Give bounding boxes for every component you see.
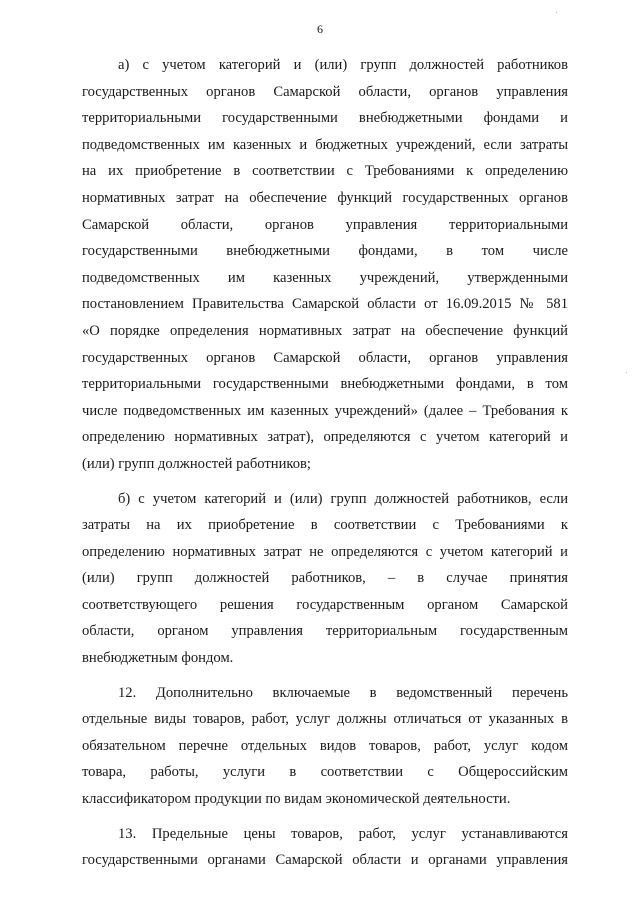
text-line: отдельные виды товаров, работ, услуг должны отличаться от указанных в [82,711,568,728]
paragraph-a [82,52,568,478]
text-line: а) с учетом категорий и (или) групп должностей работников [118,57,568,73]
text-line: товара, работы, услуги в соответствии с Общероссийским [82,764,568,781]
text-line: б) с учетом категорий и (или) групп должностей работников, если [118,490,568,507]
text-line: подведомственных им казенных и бюджетных учреждений, если затраты [82,136,568,153]
scan-speck [626,372,627,373]
scan-speck [556,12,557,13]
text-line: на их приобретение в соответствии с Требованиями к определению [82,163,568,180]
text-line: 12. Дополнительно включаемые в ведомственный перечень [118,684,568,701]
text-line: нормативных затрат на обеспечение функций государственных органов [82,189,568,206]
page-number: 6 [317,22,323,36]
text-line: государственными внебюджетными фондами, в том числе [82,243,568,260]
paragraph-13 [82,821,568,874]
text-line: государственных органов Самарской области, органов управления [82,349,568,366]
paragraph-b [82,486,568,672]
text-line: соответствующего решения государственным органом Самарской [82,596,568,613]
text-line: постановлением Правительства Самарской области от 16.09.2015 № 581 [82,296,568,313]
text-line: классификатором продукции по видам экономической деятельности. [82,791,511,808]
text-line: определению нормативных затрат не определяются с учетом категорий и [82,543,568,560]
text-line: «О порядке определения нормативных затрат на обеспечение функций [82,322,568,339]
text-line: (или) групп должностей работников, – в случае принятия [82,570,568,587]
text-line: обязательном перечне отдельных видов товаров, работ, услуг кодом [82,737,568,754]
text-line: территориальными государственными внебюджетными фондами и [82,110,568,127]
text-line: (или) групп должностей работников; [82,455,311,472]
text-line: подведомственных им казенных учреждений, утвержденными [82,269,568,286]
text-line: внебюджетным фондом. [82,650,234,667]
text-line: определению нормативных затрат), определяются с учетом категорий и [82,429,568,446]
paragraph-12 [82,680,568,813]
text-line: территориальными государственными внебюджетными фондами, в том [82,376,568,393]
document-body [82,52,568,874]
text-line: числе подведомственных им казенных учреждений» (далее – Требования к [82,402,568,419]
text-line: Самарской области, органов управления территориальными [82,216,568,233]
text-line: затраты на их приобретение в соответствии с Требованиями к [82,517,568,534]
text-line: 13. Предельные цены товаров, работ, услуг устанавливаются [118,825,568,842]
text-line: государственными органами Самарской области и органами управления [82,852,568,869]
text-line: области, органом управления территориальным государственным [82,623,568,640]
text-line: государственных органов Самарской области, органов управления [82,83,568,100]
